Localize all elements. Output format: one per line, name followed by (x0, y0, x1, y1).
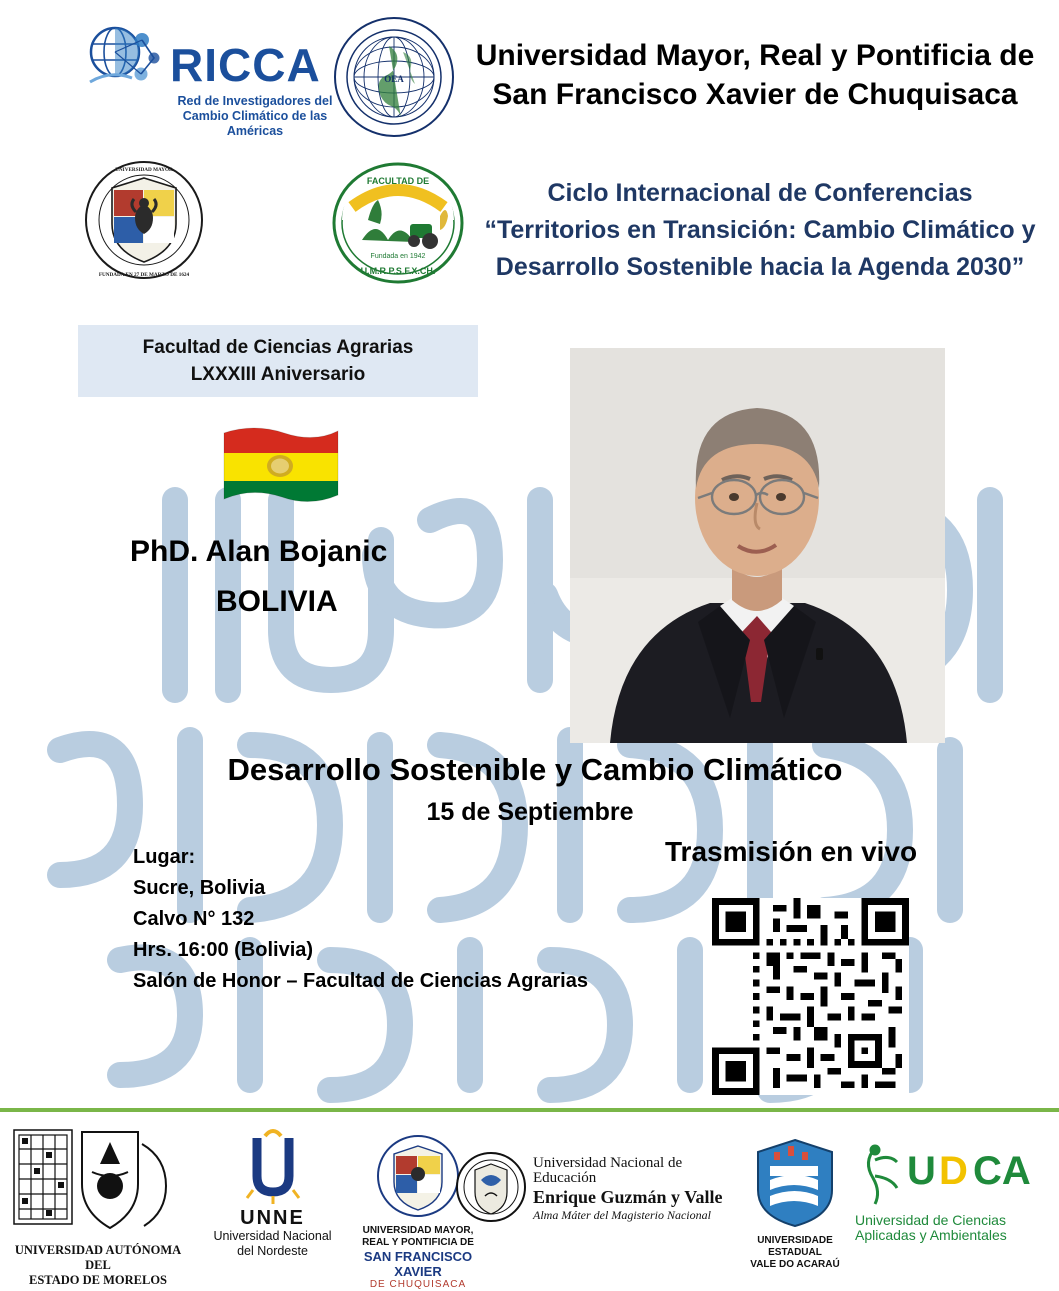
venue-time: Hrs. 16:00 (Bolivia) (133, 939, 314, 961)
conference-cycle-title: Ciclo Internacional de Conferencias “Territorios en Transición: Cambio Climático y Desarrollo Sostenible hacia la Agenda 2030” (484, 179, 1036, 281)
faculty-banner-line1: Facultad de Ciencias Agrarias (142, 337, 414, 358)
footer-logo-une-line2: Enrique Guzmán y Valle (533, 1187, 723, 1207)
footer-logos (0, 1112, 1059, 1290)
faculty-banner (78, 325, 478, 397)
university-title: Universidad Mayor, Real y Pontificia de San Francisco Xavier de Chuquisaca (475, 39, 1035, 111)
ipgh-oea-text: OEA (384, 74, 404, 84)
footer-logo-une-line3: Alma Máter del Magisterio Nacional (533, 1208, 711, 1222)
footer-logo-uaem (8, 1124, 188, 1287)
svg-text:FACULTAD DE: FACULTAD DE (366, 176, 430, 186)
live-stream-label: Trasmisión en vivo (665, 836, 918, 867)
ricca-logo (78, 22, 333, 138)
faculty-banner-line2: LXXXIII Aniversario (190, 364, 366, 385)
umrpsfxch-shield-logo (84, 160, 204, 280)
venue-city: Sucre, Bolivia (133, 877, 266, 899)
footer-logo-unne (205, 1130, 340, 1272)
footer-logo-une-line1: Universidad Nacional de Educación (533, 1155, 683, 1186)
speaker-country: BOLIVIA (216, 585, 338, 618)
facultad-ciencias-agrarias-logo (332, 162, 464, 284)
talk-title: Desarrollo Sostenible y Cambio Climático (227, 752, 843, 787)
footer-logo-uaem-line2: ESTADO DE MORELOS (29, 1273, 167, 1287)
svg-text:U.M.R.P.S.F.X.CH.: U.M.R.P.S.F.X.CH. (360, 266, 436, 276)
footer-logo-udca-line1: Universidad de Ciencias (855, 1212, 1006, 1228)
svg-text:FUNDADA EN 27 DE MARZO DE 1624: FUNDADA EN 27 DE MARZO DE 1624 (98, 272, 190, 278)
footer-logo-uaem-line1: UNIVERSIDAD AUTÓNOMA DEL (14, 1243, 182, 1272)
footer-logo-unne-acronym: UNNE (240, 1207, 305, 1229)
ipgh-oea-logo (333, 16, 455, 138)
venue-label: Lugar: (133, 846, 196, 868)
footer-logo-une-guzman-valle (455, 1144, 740, 1254)
footer-logo-acarau-line2: VALE DO ACARAÚ (750, 1259, 840, 1270)
qr-code[interactable] (712, 898, 909, 1095)
svg-text:UNIVERSIDAD MAYOR: UNIVERSIDAD MAYOR (115, 167, 173, 173)
venue-block (133, 842, 588, 997)
ricca-wordmark: RICCA (170, 39, 321, 91)
ricca-subtitle: Red de Investigadores del Cambio Climático de las Américas (177, 94, 333, 138)
footer-logo-usfx-line3: DE CHUQUISACA (369, 1279, 467, 1290)
talk-date: 15 de Septiembre (426, 798, 634, 826)
footer-logo-udca-line2: Aplicadas y Ambientales (855, 1227, 1007, 1243)
venue-address: Calvo N° 132 (133, 908, 255, 930)
footer-logo-uva-acarau (740, 1134, 850, 1274)
footer-logo-usfx-line1: UNIVERSIDAD MAYOR, REAL Y PONTIFICIA DE (362, 1225, 474, 1248)
speaker-name: PhD. Alan Bojanic (130, 535, 388, 568)
svg-text:U: U (907, 1149, 936, 1193)
speaker-photo (570, 348, 945, 743)
footer-logo-usfx-line2: SAN FRANCISCO XAVIER (363, 1249, 473, 1279)
svg-text:D: D (939, 1149, 968, 1193)
ricca-globe-icon (84, 24, 166, 96)
footer-logo-unne-line2: del Nordeste (237, 1244, 308, 1258)
venue-room: Salón de Honor – Facultad de Ciencias Agrarias (133, 970, 588, 992)
bolivia-flag-icon (218, 425, 343, 507)
footer-logo-udca (855, 1142, 1055, 1252)
footer-logo-unne-line1: Universidad Nacional (213, 1229, 332, 1243)
footer-logo-acarau-line1: UNIVERSIDADE ESTADUAL (757, 1235, 833, 1258)
svg-text:Fundada en 1942: Fundada en 1942 (370, 253, 426, 260)
svg-text:CA: CA (973, 1149, 1031, 1193)
